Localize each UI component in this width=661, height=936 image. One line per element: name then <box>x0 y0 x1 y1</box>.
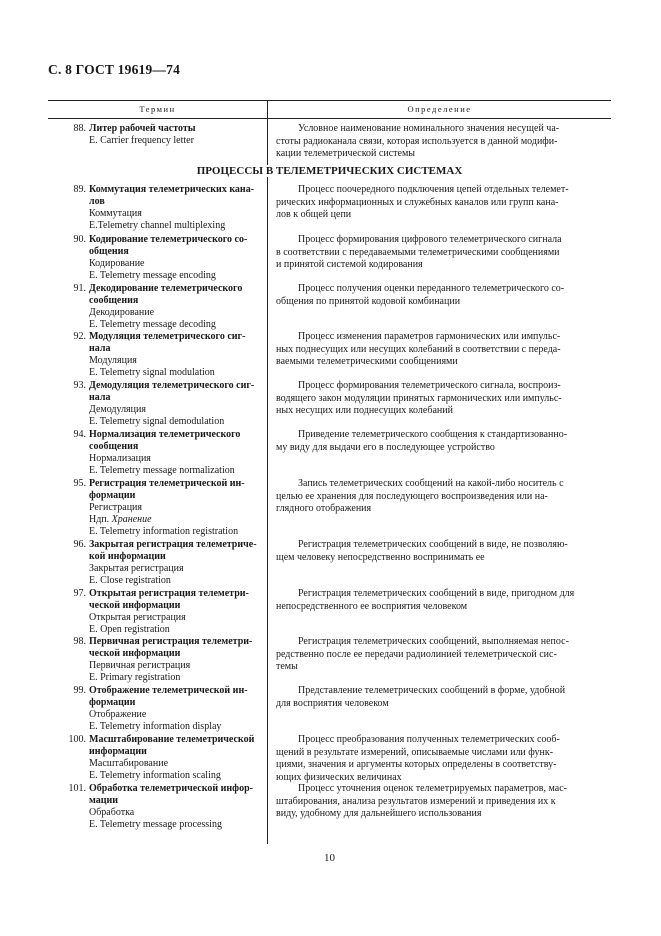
definition-line: му виду для выдачи его в последующее устройство <box>276 441 495 453</box>
term-variant-line: E. Telemetry information scaling <box>89 770 221 781</box>
definition-cell <box>276 380 608 418</box>
term-cell <box>48 539 260 587</box>
definition-line: целью ее хранения для последующего воспроизведения или на- <box>276 490 548 502</box>
term-variant-line: E. Close registration <box>89 575 171 586</box>
term-name-line: Отображение телеметрической ин- <box>89 685 248 696</box>
term-name-line: сообщения <box>89 295 139 306</box>
entry-number: 100. <box>68 734 86 745</box>
definition-line: Процесс формирования телеметрического сигнала, воспроиз- <box>298 380 561 391</box>
definition-cell <box>276 539 608 564</box>
definition-line: глядного отображения <box>276 503 372 514</box>
term-variant-line: E.Telemetry channel multiplexing <box>89 220 226 231</box>
term-variant-line: Открытая регистрация <box>89 612 186 623</box>
definition-line: в соответствии с передаваемыми телеметрическими сообщениями <box>276 246 560 258</box>
definition-line: лов к общей цепи <box>276 209 352 220</box>
definition-cell <box>276 783 608 821</box>
column-divider <box>267 100 268 844</box>
term-variant-line: Модуляция <box>89 355 137 366</box>
definition-line: Процесс изменения параметров гармонических или импульс- <box>298 331 561 342</box>
definition-line: Запись телеметрических сообщений на какой-либо носитель с <box>298 478 564 489</box>
term-name-line: нала <box>89 392 111 403</box>
entry-number: 97. <box>73 588 86 599</box>
definition-line: Процесс получения оценки переданного телеметрического со- <box>298 283 565 294</box>
term-cell <box>48 184 260 232</box>
term-cell <box>48 783 260 831</box>
term-variant-line: Обработка <box>89 807 135 818</box>
term-variant-line: Нормализация <box>89 453 151 464</box>
definition-line: циями, значения и аргументы которых определены в соответству- <box>276 759 557 770</box>
term-variant-line: E. Telemetry information display <box>89 721 222 732</box>
term-variant-line: Отображение <box>89 709 147 720</box>
term-variant-line: E. Open registration <box>89 624 170 635</box>
definition-line: непосредственного ее восприятия человеком <box>276 600 468 612</box>
definition-line: рических информационных и служебных каналов или групп кана- <box>276 196 559 208</box>
definition-line: ваемыми телеметрическими сообщениями <box>276 356 458 367</box>
term-variant-line: E. Telemetry message decoding <box>89 319 216 330</box>
term-cell <box>48 380 260 428</box>
term-cell <box>48 234 260 282</box>
definition-line: ющих физических величинах <box>276 771 402 783</box>
definition-cell <box>276 734 608 784</box>
definition-cell <box>276 429 608 454</box>
term-name-line: формации <box>89 490 136 501</box>
term-variant-line: Демодуляция <box>89 404 146 415</box>
entry-number: 91. <box>73 283 86 294</box>
term-name-line: ческой информации <box>89 600 181 611</box>
term-cell <box>48 123 260 147</box>
term-cell <box>48 588 260 636</box>
definition-cell <box>276 331 608 369</box>
definition-line: виду, удобному для дальнейшего использования <box>276 808 482 819</box>
term-variant-line: E. Telemetry signal modulation <box>89 367 215 378</box>
definition-line: Регистрация телеметрических сообщений в виде, не позволяю- <box>298 539 568 550</box>
term-name-line: Модуляция телеметрического сиг- <box>89 331 246 342</box>
term-name-line: Коммутация телеметрических кана- <box>89 184 255 195</box>
definition-line: темы <box>276 661 298 672</box>
term-name-line: ческой информации <box>89 648 181 659</box>
term-variant-line: E. Telemetry message encoding <box>89 270 216 281</box>
entry-number: 99. <box>73 685 86 696</box>
definition-cell <box>276 123 608 161</box>
definition-line: общения по принятой кодовой комбинации <box>276 295 461 307</box>
term-name-line: Закрытая регистрация телеметриче- <box>89 539 257 550</box>
term-name-line: Демодуляция телеметрического сиг- <box>89 380 255 391</box>
table-top-rule <box>48 100 611 101</box>
term-variant-line: Кодирование <box>89 258 145 269</box>
page-header: С. 8 ГОСТ 19619—74 <box>48 62 181 77</box>
term-name-line: мации <box>89 795 119 806</box>
term-cell <box>48 685 260 733</box>
term-name-line: информации <box>89 746 147 757</box>
definition-line: щений в результате измерений, описываемые числами или функ- <box>276 746 554 758</box>
definition-cell <box>276 588 608 613</box>
entry-number: 89. <box>73 184 86 195</box>
definition-line: Регистрация телеметрических сообщений, выполняемая непос- <box>298 636 569 647</box>
definition-line: Процесс преобразования полученных телеметрических сооб- <box>298 734 560 745</box>
term-name-line: Первичная регистрация телеметри- <box>89 636 253 647</box>
term-name-line: Литер рабочей частоты <box>89 123 196 134</box>
term-name-line: формации <box>89 697 136 708</box>
section-title: ПРОЦЕССЫ В ТЕЛЕМЕТРИЧЕСКИХ СИСТЕМАХ <box>48 165 611 177</box>
definition-line: для восприятия человеком <box>276 697 389 709</box>
entry-number: 93. <box>73 380 86 391</box>
page-number: 10 <box>324 852 335 864</box>
entry-number: 101. <box>68 783 86 794</box>
term-name-line: лов <box>89 196 105 207</box>
term-variant-line: Регистрация <box>89 502 142 513</box>
term-variant-line: Декодирование <box>89 307 155 318</box>
definition-line: редственно после ее передачи радиолинией телеметрической сис- <box>276 648 557 660</box>
term-name-line: Декодирование телеметрического <box>89 283 243 294</box>
definition-line: ных несущих или поднесущих колебаний <box>276 405 453 416</box>
definition-line: Процесс поочередного подключения цепей отдельных телемет- <box>298 184 569 195</box>
definition-line: и принятой системой кодирования <box>276 259 423 270</box>
definition-cell <box>276 685 608 710</box>
term-variant-line: Закрытая регистрация <box>89 563 184 574</box>
term-cell <box>48 636 260 684</box>
entry-number: 92. <box>73 331 86 342</box>
term-cell <box>48 478 260 538</box>
definition-line: стоты радиоканала связи, которая используется в данной модифи- <box>276 135 558 147</box>
term-name-line: кой информации <box>89 551 166 562</box>
term-cell <box>48 331 260 379</box>
entry-number: 95. <box>73 478 86 489</box>
definition-cell <box>276 636 608 674</box>
entry-number: 88. <box>73 123 86 134</box>
definition-line: водящего закон модуляции принятых гармонических или импульс- <box>276 392 562 404</box>
term-name-line: Масштабирование телеметрической <box>89 734 255 745</box>
term-variant-line: Ндп. Хранение <box>89 514 152 525</box>
term-variant-line: Масштабирование <box>89 758 169 769</box>
definition-line: кации телеметрической системы <box>276 148 415 159</box>
entry-number: 94. <box>73 429 86 440</box>
column-header-definition: Определение <box>407 104 472 114</box>
term-variant-line: E. Telemetry message processing <box>89 819 222 830</box>
term-name-line: Открытая регистрация телеметри- <box>89 588 249 599</box>
term-name-line: Нормализация телеметрического <box>89 429 241 440</box>
definition-line: щем человеку непосредственно воспринимать ее <box>276 551 485 563</box>
term-cell <box>48 283 260 331</box>
definition-line: ных поднесущих или несущих колебаний в соответствии с переда- <box>276 343 561 355</box>
entry-number: 98. <box>73 636 86 647</box>
definition-cell <box>276 234 608 272</box>
definition-cell <box>276 478 608 516</box>
term-name-line: сообщения <box>89 441 139 452</box>
term-cell <box>48 429 260 477</box>
term-name-line: общения <box>89 246 129 257</box>
definition-line: штабирования, анализа результатов измерений и приведения их к <box>276 795 556 807</box>
term-variant-line: E. Telemetry information registration <box>89 526 239 537</box>
table-header-rule <box>48 118 611 119</box>
definition-line: Представление телеметрических сообщений в форме, удобной <box>298 685 566 696</box>
definition-line: Процесс формирования цифрового телеметрического сигнала <box>298 234 562 245</box>
term-variant-line: Первичная регистрация <box>89 660 191 671</box>
term-variant-line: E. Carrier frequency letter <box>89 135 194 146</box>
definition-line: Регистрация телеметрических сообщений в виде, пригодном для <box>298 588 575 599</box>
term-name-line: Регистрация телеметрической ин- <box>89 478 245 489</box>
term-variant-line: E. Primary registration <box>89 672 181 683</box>
term-variant-line: Коммутация <box>89 208 142 219</box>
term-name-line: нала <box>89 343 111 354</box>
entry-number: 90. <box>73 234 86 245</box>
term-variant-line: E. Telemetry signal demodulation <box>89 416 225 427</box>
term-name-line: Обработка телеметрической инфор- <box>89 783 253 794</box>
column-header-term: Термин <box>139 104 176 114</box>
term-cell <box>48 734 260 782</box>
entry-number: 96. <box>73 539 86 550</box>
definition-cell <box>276 184 608 222</box>
term-name-line: Кодирование телеметрического со- <box>89 234 248 245</box>
definition-cell <box>276 283 608 308</box>
definition-line: Условное наименование номинального значения несущей ча- <box>298 123 560 134</box>
definition-line: Приведение телеметрического сообщения к стандартизованно- <box>298 429 568 440</box>
term-variant-line: E. Telemetry message normalization <box>89 465 235 476</box>
definition-line: Процесс уточнения оценок телеметрируемых параметров, мас- <box>298 783 567 794</box>
